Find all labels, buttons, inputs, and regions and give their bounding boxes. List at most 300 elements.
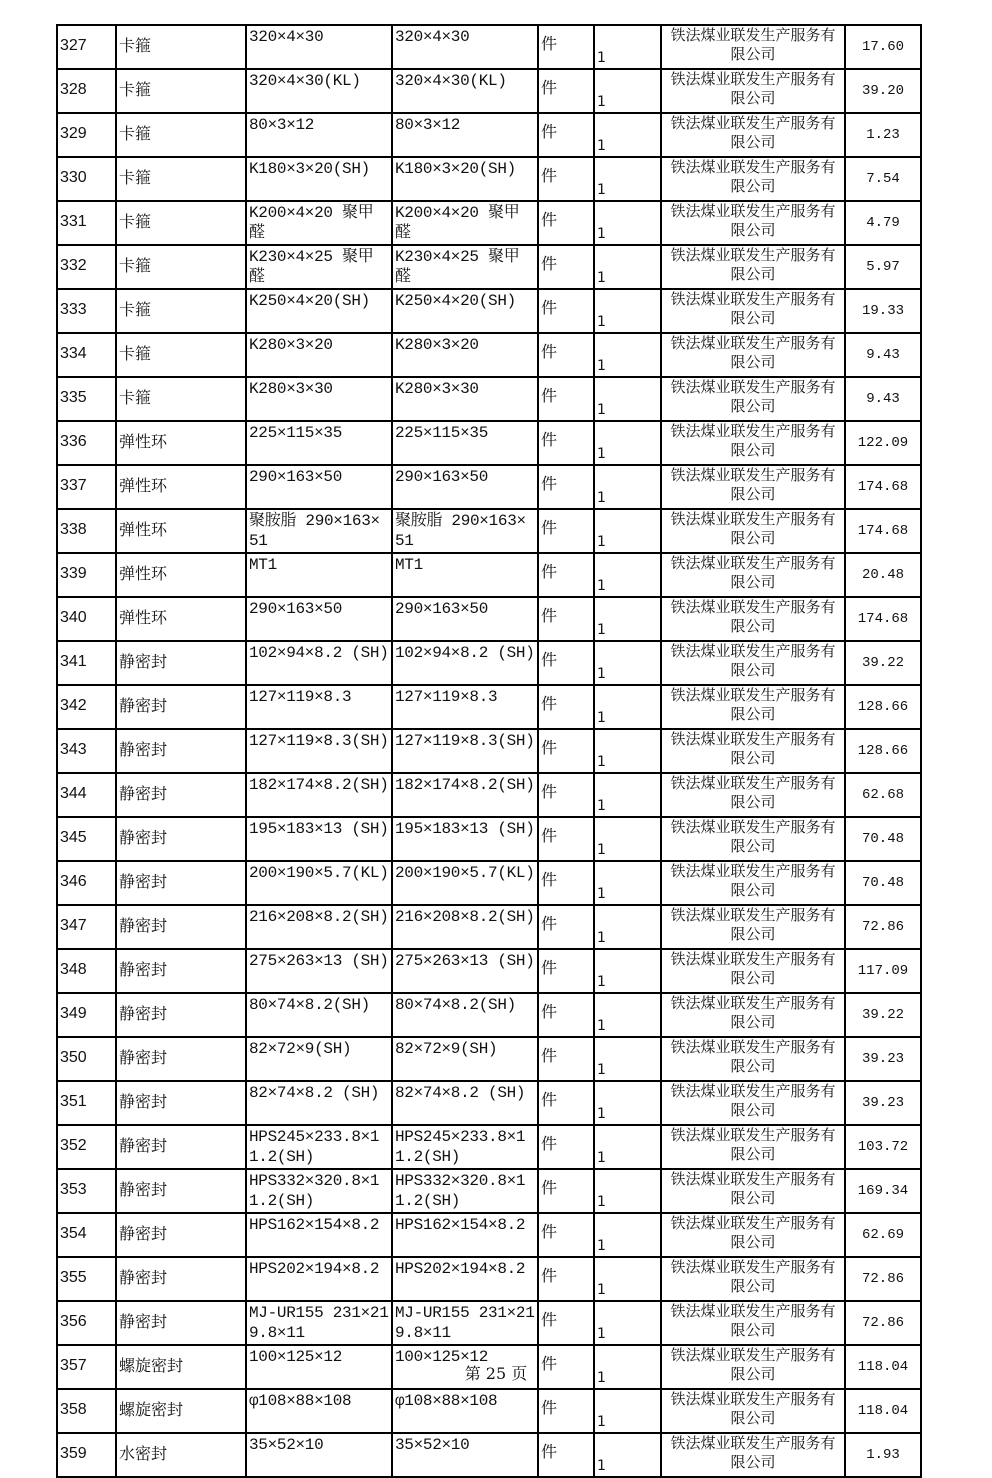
unit: 件 bbox=[541, 34, 558, 53]
spec-model: 35×52×10 bbox=[249, 1436, 324, 1454]
spec-model: MT1 bbox=[249, 556, 277, 574]
spec-model-cell bbox=[246, 1389, 392, 1433]
supplier: 铁法煤业联发生产服务有限公司 bbox=[670, 334, 836, 371]
item-name: 水密封 bbox=[119, 1444, 168, 1463]
spec-model: φ108×88×108 bbox=[249, 1392, 352, 1410]
item-number: 345 bbox=[60, 829, 87, 846]
spec-model: K200×4×20 聚甲醛 bbox=[249, 204, 374, 241]
unit: 件 bbox=[541, 122, 558, 141]
spec-model: 100×125×12 bbox=[249, 1348, 343, 1366]
spec-model-alt-cell bbox=[392, 289, 538, 333]
item-name: 静密封 bbox=[119, 872, 168, 891]
supplier-cell bbox=[661, 1213, 845, 1257]
unit: 件 bbox=[541, 738, 558, 757]
item-number: 357 bbox=[60, 1357, 87, 1374]
supplier: 铁法煤业联发生产服务有限公司 bbox=[670, 422, 836, 459]
spec-model-cell bbox=[246, 773, 392, 817]
spec-model-alt-cell bbox=[392, 377, 538, 421]
table-row bbox=[57, 685, 921, 729]
spec-model-alt: 80×3×12 bbox=[395, 116, 461, 134]
quantity-cell bbox=[594, 993, 661, 1037]
item-number: 329 bbox=[60, 125, 87, 142]
unit-cell bbox=[538, 993, 594, 1037]
spec-model-cell bbox=[246, 465, 392, 509]
unit-price: 39.22 bbox=[861, 1007, 904, 1023]
spec-model-alt: HPS245×233.8×11.2(SH) bbox=[395, 1128, 526, 1165]
item-number: 327 bbox=[60, 37, 87, 54]
spec-model: 127×119×8.3(SH) bbox=[249, 732, 389, 750]
unit-cell bbox=[538, 69, 594, 113]
unit-price-cell bbox=[845, 245, 921, 289]
unit-price-cell bbox=[845, 1169, 921, 1213]
supplier-cell bbox=[661, 817, 845, 861]
table-row bbox=[57, 949, 921, 993]
unit-price: 70.48 bbox=[861, 831, 904, 847]
item-number-cell bbox=[57, 377, 116, 421]
unit-cell bbox=[538, 1125, 594, 1169]
item-name: 卡箍 bbox=[119, 212, 152, 231]
unit-price: 39.20 bbox=[861, 83, 904, 99]
item-name: 静密封 bbox=[119, 740, 168, 759]
item-name: 静密封 bbox=[119, 1136, 168, 1155]
item-number: 343 bbox=[60, 741, 87, 758]
item-number-cell bbox=[57, 1125, 116, 1169]
unit-price: 1.23 bbox=[866, 127, 900, 143]
unit-cell bbox=[538, 201, 594, 245]
spec-model-cell bbox=[246, 245, 392, 289]
spec-model-cell bbox=[246, 333, 392, 377]
supplier-cell bbox=[661, 553, 845, 597]
unit-price-cell bbox=[845, 377, 921, 421]
item-number-cell bbox=[57, 1301, 116, 1345]
item-name: 螺旋密封 bbox=[119, 1400, 184, 1419]
unit-cell bbox=[538, 509, 594, 553]
unit: 件 bbox=[541, 254, 558, 273]
spec-model: 182×174×8.2(SH) bbox=[249, 776, 389, 794]
item-name: 卡箍 bbox=[119, 344, 152, 363]
item-number-cell bbox=[57, 289, 116, 333]
unit: 件 bbox=[541, 298, 558, 317]
spec-model-alt-cell bbox=[392, 597, 538, 641]
spec-model-alt-cell bbox=[392, 113, 538, 157]
supplier: 铁法煤业联发生产服务有限公司 bbox=[670, 1038, 836, 1075]
spec-model-alt: HPS162×154×8.2 bbox=[395, 1216, 526, 1234]
unit-price: 128.66 bbox=[857, 699, 909, 715]
spec-model-alt-cell bbox=[392, 949, 538, 993]
spec-model: 80×3×12 bbox=[249, 116, 315, 134]
unit: 件 bbox=[541, 386, 558, 405]
spec-model-alt-cell bbox=[392, 1213, 538, 1257]
item-number-cell bbox=[57, 1081, 116, 1125]
item-number: 350 bbox=[60, 1049, 87, 1066]
supplier: 铁法煤业联发生产服务有限公司 bbox=[670, 114, 836, 151]
item-name: 卡箍 bbox=[119, 36, 152, 55]
quantity-cell bbox=[594, 1125, 661, 1169]
table-row bbox=[57, 421, 921, 465]
item-number: 335 bbox=[60, 389, 87, 406]
item-name: 静密封 bbox=[119, 828, 168, 847]
quantity: 1 bbox=[597, 1458, 606, 1474]
quantity: 1 bbox=[597, 1326, 606, 1342]
item-number-cell bbox=[57, 1213, 116, 1257]
supplier: 铁法煤业联发生产服务有限公司 bbox=[670, 26, 836, 63]
spec-model-alt: 195×183×13 (SH) bbox=[395, 820, 535, 838]
unit-cell bbox=[538, 1389, 594, 1433]
supplier: 铁法煤业联发生产服务有限公司 bbox=[670, 1214, 836, 1251]
spec-model-cell bbox=[246, 509, 392, 553]
spec-model: 聚胺脂 290×163×51 bbox=[249, 512, 380, 549]
supplier-cell bbox=[661, 993, 845, 1037]
table-row bbox=[57, 201, 921, 245]
spec-model: 225×115×35 bbox=[249, 424, 343, 442]
unit-cell bbox=[538, 1301, 594, 1345]
spec-model-alt-cell bbox=[392, 69, 538, 113]
supplier: 铁法煤业联发生产服务有限公司 bbox=[670, 730, 836, 767]
spec-model-cell bbox=[246, 201, 392, 245]
quantity: 1 bbox=[597, 930, 606, 946]
spec-model-alt: 80×74×8.2(SH) bbox=[395, 996, 516, 1014]
supplier-cell bbox=[661, 1037, 845, 1081]
item-name-cell bbox=[116, 817, 246, 861]
item-number: 351 bbox=[60, 1093, 87, 1110]
unit-price: 118.04 bbox=[857, 1403, 909, 1419]
item-number-cell bbox=[57, 773, 116, 817]
spec-model-cell bbox=[246, 1037, 392, 1081]
spec-model-cell bbox=[246, 1125, 392, 1169]
item-number-cell bbox=[57, 421, 116, 465]
spec-model-alt: 127×119×8.3 bbox=[395, 688, 498, 706]
unit: 件 bbox=[541, 694, 558, 713]
supplier-cell bbox=[661, 1125, 845, 1169]
quantity-cell bbox=[594, 729, 661, 773]
item-name: 弹性环 bbox=[119, 608, 168, 627]
item-name: 弹性环 bbox=[119, 564, 168, 583]
item-number: 332 bbox=[60, 257, 87, 274]
item-name-cell bbox=[116, 949, 246, 993]
spec-model-cell bbox=[246, 685, 392, 729]
spec-model: 290×163×50 bbox=[249, 600, 343, 618]
spec-model-cell bbox=[246, 553, 392, 597]
item-number-cell bbox=[57, 553, 116, 597]
item-name: 静密封 bbox=[119, 1224, 168, 1243]
quantity: 1 bbox=[597, 1238, 606, 1254]
supplier: 铁法煤业联发生产服务有限公司 bbox=[670, 1434, 836, 1471]
quantity: 1 bbox=[597, 666, 606, 682]
table-row bbox=[57, 861, 921, 905]
spec-model-cell bbox=[246, 949, 392, 993]
supplier: 铁法煤业联发生产服务有限公司 bbox=[670, 466, 836, 503]
table-row bbox=[57, 553, 921, 597]
item-number-cell bbox=[57, 201, 116, 245]
unit-price-cell bbox=[845, 597, 921, 641]
unit-price: 169.34 bbox=[857, 1183, 909, 1199]
spec-model-alt: K280×3×20 bbox=[395, 336, 479, 354]
unit-cell bbox=[538, 773, 594, 817]
supplier: 铁法煤业联发生产服务有限公司 bbox=[670, 202, 836, 239]
item-name: 静密封 bbox=[119, 784, 168, 803]
supplier: 铁法煤业联发生产服务有限公司 bbox=[670, 818, 836, 855]
supplier: 铁法煤业联发生产服务有限公司 bbox=[670, 378, 836, 415]
item-name-cell bbox=[116, 25, 246, 69]
quantity-cell bbox=[594, 597, 661, 641]
item-number-cell bbox=[57, 1433, 116, 1477]
item-name-cell bbox=[116, 465, 246, 509]
spec-model-alt: 聚胺脂 290×163×51 bbox=[395, 512, 526, 549]
spec-model-alt: 182×174×8.2(SH) bbox=[395, 776, 535, 794]
item-number: 330 bbox=[60, 169, 87, 186]
unit-price-cell bbox=[845, 1081, 921, 1125]
unit-price: 174.68 bbox=[857, 611, 909, 627]
quantity: 1 bbox=[597, 490, 606, 506]
spec-model-alt-cell bbox=[392, 25, 538, 69]
item-number-cell bbox=[57, 861, 116, 905]
item-number-cell bbox=[57, 509, 116, 553]
unit-price: 19.33 bbox=[861, 303, 904, 319]
unit-price-cell bbox=[845, 25, 921, 69]
unit-price-cell bbox=[845, 113, 921, 157]
spec-model-alt-cell bbox=[392, 641, 538, 685]
item-name-cell bbox=[116, 553, 246, 597]
unit: 件 bbox=[541, 1090, 558, 1109]
page-number: 第 25 页 bbox=[464, 1364, 528, 1383]
unit-price-cell bbox=[845, 641, 921, 685]
spec-model-alt: MJ-UR155 231×219.8×11 bbox=[395, 1304, 535, 1341]
item-name-cell bbox=[116, 597, 246, 641]
spec-model-alt-cell bbox=[392, 157, 538, 201]
spec-model-cell bbox=[246, 1257, 392, 1301]
quantity-cell bbox=[594, 1257, 661, 1301]
quantity-cell bbox=[594, 113, 661, 157]
spec-model-cell bbox=[246, 1301, 392, 1345]
unit: 件 bbox=[541, 606, 558, 625]
item-number-cell bbox=[57, 1037, 116, 1081]
unit-price: 62.69 bbox=[861, 1227, 904, 1243]
spec-model-alt-cell bbox=[392, 421, 538, 465]
item-name-cell bbox=[116, 201, 246, 245]
table-row bbox=[57, 1081, 921, 1125]
item-name: 静密封 bbox=[119, 1048, 168, 1067]
quantity-cell bbox=[594, 1389, 661, 1433]
supplier-cell bbox=[661, 465, 845, 509]
unit: 件 bbox=[541, 958, 558, 977]
supplier-cell bbox=[661, 1257, 845, 1301]
item-name-cell bbox=[116, 69, 246, 113]
spec-model-alt-cell bbox=[392, 1125, 538, 1169]
quantity: 1 bbox=[597, 1370, 606, 1386]
unit: 件 bbox=[541, 78, 558, 97]
quantity-cell bbox=[594, 949, 661, 993]
item-name-cell bbox=[116, 289, 246, 333]
unit-price-cell bbox=[845, 1433, 921, 1477]
table-row bbox=[57, 641, 921, 685]
item-number: 355 bbox=[60, 1269, 87, 1286]
spec-model-alt: 290×163×50 bbox=[395, 600, 489, 618]
unit: 件 bbox=[541, 1002, 558, 1021]
quantity: 1 bbox=[597, 710, 606, 726]
item-number: 354 bbox=[60, 1225, 87, 1242]
table-row bbox=[57, 113, 921, 157]
unit-cell bbox=[538, 597, 594, 641]
unit-cell bbox=[538, 685, 594, 729]
spec-model-alt-cell bbox=[392, 861, 538, 905]
unit: 件 bbox=[541, 474, 558, 493]
item-number-cell bbox=[57, 465, 116, 509]
supplier: 铁法煤业联发生产服务有限公司 bbox=[670, 1346, 836, 1383]
supplier: 铁法煤业联发生产服务有限公司 bbox=[670, 70, 836, 107]
item-name-cell bbox=[116, 333, 246, 377]
item-name: 静密封 bbox=[119, 1268, 168, 1287]
table-row bbox=[57, 333, 921, 377]
supplier-cell bbox=[661, 421, 845, 465]
item-number-cell bbox=[57, 245, 116, 289]
item-name-cell bbox=[116, 1213, 246, 1257]
unit-price-cell bbox=[845, 289, 921, 333]
spec-model-alt: 290×163×50 bbox=[395, 468, 489, 486]
spec-model-alt: 320×4×30 bbox=[395, 28, 470, 46]
supplier: 铁法煤业联发生产服务有限公司 bbox=[670, 1390, 836, 1427]
item-name-cell bbox=[116, 773, 246, 817]
spec-model-alt: MT1 bbox=[395, 556, 423, 574]
unit-price: 39.23 bbox=[861, 1095, 904, 1111]
supplier-cell bbox=[661, 1081, 845, 1125]
quantity: 1 bbox=[597, 886, 606, 902]
item-number: 356 bbox=[60, 1313, 87, 1330]
unit-cell bbox=[538, 553, 594, 597]
supplier-cell bbox=[661, 597, 845, 641]
spec-model: HPS162×154×8.2 bbox=[249, 1216, 380, 1234]
item-name-cell bbox=[116, 861, 246, 905]
table-row bbox=[57, 1037, 921, 1081]
parts-table bbox=[56, 24, 922, 1478]
supplier: 铁法煤业联发生产服务有限公司 bbox=[670, 642, 836, 679]
quantity-cell bbox=[594, 245, 661, 289]
supplier-cell bbox=[661, 1301, 845, 1345]
spec-model-alt-cell bbox=[392, 509, 538, 553]
spec-model: K230×4×25 聚甲醛 bbox=[249, 248, 374, 285]
item-number: 347 bbox=[60, 917, 87, 934]
supplier-cell bbox=[661, 773, 845, 817]
supplier: 铁法煤业联发生产服务有限公司 bbox=[670, 862, 836, 899]
quantity: 1 bbox=[597, 226, 606, 242]
spec-model-alt-cell bbox=[392, 905, 538, 949]
unit-price: 20.48 bbox=[861, 567, 904, 583]
unit: 件 bbox=[541, 1046, 558, 1065]
spec-model: 127×119×8.3 bbox=[249, 688, 352, 706]
item-number-cell bbox=[57, 949, 116, 993]
item-number: 352 bbox=[60, 1137, 87, 1154]
item-number-cell bbox=[57, 1257, 116, 1301]
table-row bbox=[57, 377, 921, 421]
table-row bbox=[57, 729, 921, 773]
unit-price-cell bbox=[845, 69, 921, 113]
unit-price-cell bbox=[845, 1301, 921, 1345]
spec-model-cell bbox=[246, 421, 392, 465]
item-number: 341 bbox=[60, 653, 87, 670]
item-name: 卡箍 bbox=[119, 256, 152, 275]
item-number-cell bbox=[57, 641, 116, 685]
spec-model-cell bbox=[246, 1433, 392, 1477]
quantity-cell bbox=[594, 289, 661, 333]
quantity-cell bbox=[594, 553, 661, 597]
spec-model-cell bbox=[246, 905, 392, 949]
quantity: 1 bbox=[597, 446, 606, 462]
unit-cell bbox=[538, 25, 594, 69]
table-body bbox=[57, 25, 921, 1477]
spec-model-alt-cell bbox=[392, 465, 538, 509]
item-number: 344 bbox=[60, 785, 87, 802]
table-row bbox=[57, 1213, 921, 1257]
item-number-cell bbox=[57, 25, 116, 69]
item-number-cell bbox=[57, 597, 116, 641]
item-name-cell bbox=[116, 157, 246, 201]
item-name: 静密封 bbox=[119, 652, 168, 671]
table-row bbox=[57, 245, 921, 289]
spec-model-alt-cell bbox=[392, 245, 538, 289]
item-number: 346 bbox=[60, 873, 87, 890]
quantity: 1 bbox=[597, 754, 606, 770]
quantity: 1 bbox=[597, 138, 606, 154]
unit-cell bbox=[538, 949, 594, 993]
supplier: 铁法煤业联发生产服务有限公司 bbox=[670, 994, 836, 1031]
item-number-cell bbox=[57, 113, 116, 157]
quantity: 1 bbox=[597, 402, 606, 418]
supplier: 铁法煤业联发生产服务有限公司 bbox=[670, 686, 836, 723]
supplier-cell bbox=[661, 157, 845, 201]
unit-price: 9.43 bbox=[866, 347, 900, 363]
item-name-cell bbox=[116, 421, 246, 465]
table-row bbox=[57, 1169, 921, 1213]
unit-price-cell bbox=[845, 553, 921, 597]
spec-model-alt-cell bbox=[392, 993, 538, 1037]
spec-model-alt-cell bbox=[392, 685, 538, 729]
unit-price-cell bbox=[845, 817, 921, 861]
item-name-cell bbox=[116, 113, 246, 157]
table-row bbox=[57, 465, 921, 509]
quantity: 1 bbox=[597, 578, 606, 594]
item-number-cell bbox=[57, 333, 116, 377]
unit-price: 122.09 bbox=[857, 435, 909, 451]
quantity-cell bbox=[594, 685, 661, 729]
item-number-cell bbox=[57, 993, 116, 1037]
item-number-cell bbox=[57, 685, 116, 729]
unit-cell bbox=[538, 333, 594, 377]
quantity-cell bbox=[594, 1433, 661, 1477]
supplier: 铁法煤业联发生产服务有限公司 bbox=[670, 290, 836, 327]
unit-price: 4.79 bbox=[866, 215, 900, 231]
item-number: 337 bbox=[60, 477, 87, 494]
unit: 件 bbox=[541, 1222, 558, 1241]
item-name: 静密封 bbox=[119, 916, 168, 935]
quantity-cell bbox=[594, 465, 661, 509]
supplier: 铁法煤业联发生产服务有限公司 bbox=[670, 1302, 836, 1339]
unit-price-cell bbox=[845, 157, 921, 201]
unit: 件 bbox=[541, 870, 558, 889]
spec-model-alt-cell bbox=[392, 1169, 538, 1213]
spec-model-cell bbox=[246, 1081, 392, 1125]
item-name: 弹性环 bbox=[119, 520, 168, 539]
quantity-cell bbox=[594, 25, 661, 69]
table-row bbox=[57, 509, 921, 553]
unit-price-cell bbox=[845, 685, 921, 729]
unit-price: 39.22 bbox=[861, 655, 904, 671]
unit-cell bbox=[538, 1169, 594, 1213]
unit-price-cell bbox=[845, 905, 921, 949]
spec-model: 320×4×30(KL) bbox=[249, 72, 361, 90]
unit-price: 174.68 bbox=[857, 523, 909, 539]
spec-model-alt: HPS202×194×8.2 bbox=[395, 1260, 526, 1278]
table-row bbox=[57, 289, 921, 333]
supplier-cell bbox=[661, 949, 845, 993]
